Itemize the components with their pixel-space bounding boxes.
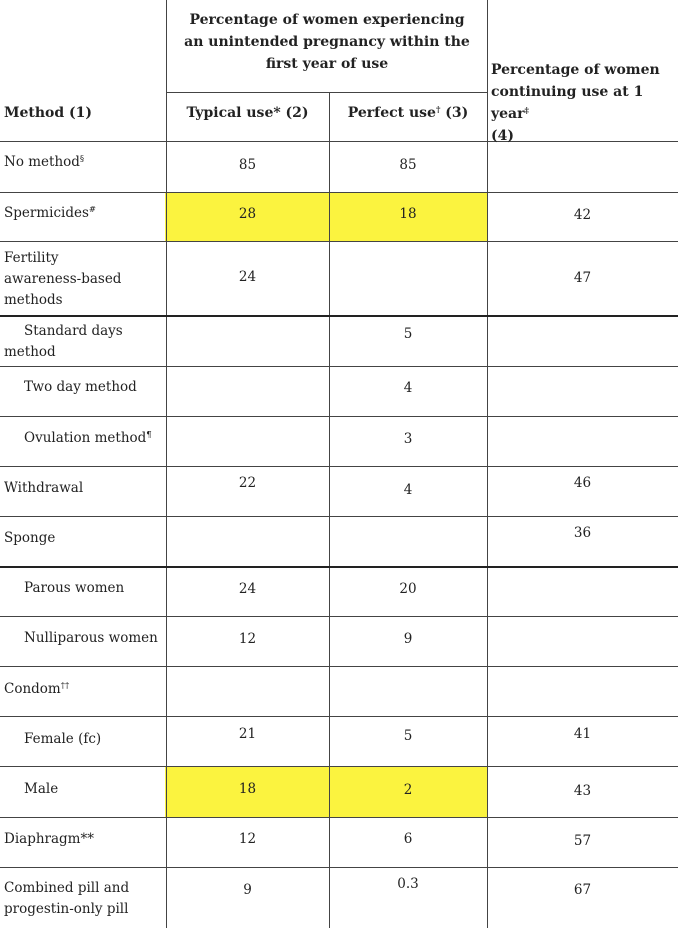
row-label: Male — [24, 781, 59, 797]
row-label-mark: †† — [60, 681, 70, 691]
row-label-text: No method — [4, 154, 80, 170]
cell-continuing: 42 — [573, 207, 592, 223]
header-perfect-use-num: (3) — [440, 105, 469, 121]
cell-continuing: 47 — [573, 270, 592, 286]
cell-continuing: 67 — [573, 882, 592, 898]
row-label: Combined pill and progestin-only pill — [4, 880, 130, 917]
grid-hline — [0, 666, 678, 667]
cell-continuing: 46 — [573, 475, 592, 491]
row-label: Diaphragm** — [4, 831, 94, 847]
cell-perfect: 18 — [399, 206, 417, 222]
header-continuing-use-mark: ‡ — [524, 106, 529, 116]
cell-perfect: 5 — [403, 326, 413, 342]
cell-perfect: 5 — [403, 728, 413, 744]
header-typical-use: Typical use* (2) — [186, 105, 309, 121]
cell-typical: 85 — [238, 157, 257, 173]
cell-continuing: 41 — [573, 726, 592, 742]
grid-hline — [0, 366, 678, 367]
grid-hline — [0, 867, 678, 868]
cell-typical: 24 — [238, 581, 257, 597]
row-label-mark: ¶ — [146, 430, 152, 440]
row-label — [4, 203, 164, 224]
header-perfect-use-text: Perfect use — [347, 105, 436, 121]
row-label-mark: # — [88, 205, 97, 215]
cell-perfect: 85 — [399, 157, 417, 173]
header-continuing-use-text: Percentage of women continuing use at 1 year — [491, 62, 660, 122]
grid-hline — [0, 315, 678, 317]
cell-typical: 18 — [238, 781, 257, 797]
header-method: Method (1) — [4, 105, 93, 121]
header-perfect-use — [329, 103, 487, 124]
cell-perfect: 20 — [399, 581, 417, 597]
cell-perfect: 2 — [403, 782, 413, 798]
row-label-mark: § — [79, 154, 85, 164]
row-label: Fertility awareness-based methods — [4, 250, 122, 308]
row-label: Female (fc) — [24, 731, 102, 747]
cell-perfect: 6 — [403, 831, 413, 847]
row-label: Parous women — [24, 580, 125, 596]
row-label: Nulliparous women — [24, 630, 158, 646]
cell-perfect: 3 — [403, 431, 413, 447]
cell-perfect: 4 — [403, 482, 413, 498]
grid-hline — [0, 566, 678, 568]
cell-typical: 24 — [238, 269, 257, 285]
grid-hline — [0, 616, 678, 617]
row-label-text: Ovulation method — [24, 430, 147, 446]
cell-continuing: 36 — [573, 525, 592, 541]
cell-typical: 22 — [238, 475, 257, 491]
grid-hline — [0, 817, 678, 818]
row-label: Standard days method — [4, 323, 123, 360]
header-continuing-use-num: (4) — [491, 128, 514, 144]
cell-continuing: 57 — [573, 833, 592, 849]
cell-perfect: 4 — [403, 380, 413, 396]
row-label: Sponge — [4, 530, 56, 546]
cell-perfect: 9 — [403, 631, 413, 647]
header-continuing-use — [491, 59, 678, 147]
cell-typical: 12 — [238, 631, 257, 647]
grid-hline — [0, 466, 678, 467]
cell-continuing: 43 — [573, 783, 592, 799]
grid-hline — [0, 766, 678, 767]
grid-hline — [0, 516, 678, 517]
row-label-text: Spermicides — [4, 205, 89, 221]
grid-hline — [0, 241, 678, 242]
row-label: Two day method — [24, 379, 137, 395]
row-label — [24, 428, 166, 449]
row-label-text: Condom — [4, 681, 61, 697]
row-label: Withdrawal — [4, 480, 84, 496]
cell-typical: 12 — [238, 831, 257, 847]
row-label — [4, 679, 164, 700]
grid-hline — [166, 92, 487, 93]
cell-perfect: 0.3 — [397, 876, 419, 892]
header-unintended-pregnancy: Percentage of women experiencing an unintended pregnancy within the first year of use — [184, 12, 470, 72]
row-label — [4, 152, 164, 173]
grid-hline — [0, 416, 678, 417]
cell-typical: 28 — [238, 206, 257, 222]
header-perfect-use-mark: † — [435, 105, 441, 115]
grid-hline — [0, 716, 678, 717]
cell-typical: 21 — [238, 726, 257, 742]
grid-hline — [0, 192, 678, 193]
cell-typical: 9 — [243, 882, 252, 898]
